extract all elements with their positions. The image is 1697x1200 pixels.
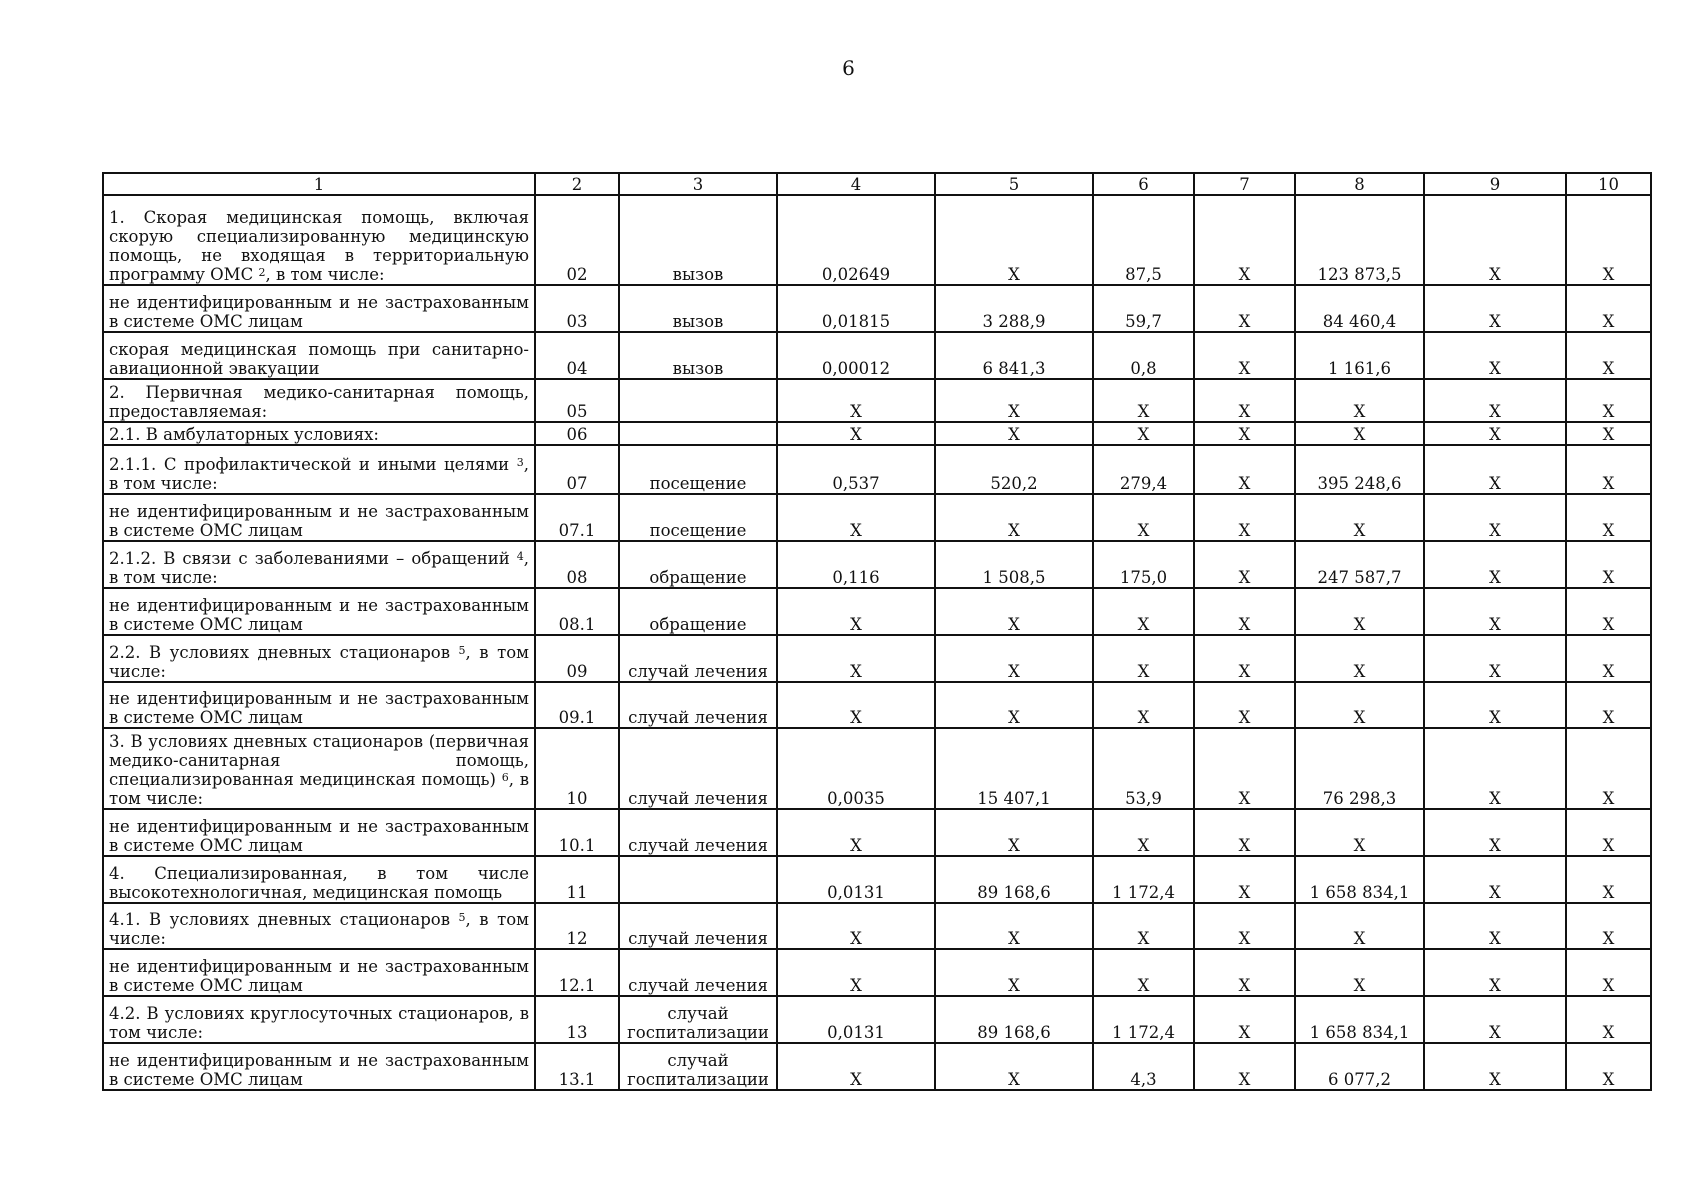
row-value: X [777, 682, 935, 728]
row-label-text: скорая медицинская помощь при санитарно-авиационной эвакуации [109, 340, 529, 378]
row-value: 0,0131 [777, 856, 935, 903]
row-label [103, 332, 535, 379]
column-header: 1 [103, 173, 535, 195]
row-label [103, 728, 535, 809]
column-header: 9 [1424, 173, 1566, 195]
row-value: X [935, 682, 1093, 728]
row-value: 0,01815 [777, 285, 935, 332]
footnote-ref: 6 [501, 771, 509, 784]
row-code: 08 [535, 541, 619, 588]
row-code: 10 [535, 728, 619, 809]
table-row [103, 445, 1651, 494]
row-label-text: 2.1.1. С профилактической и иными целями [109, 455, 510, 474]
row-value: 1 172,4 [1093, 856, 1194, 903]
table-header-row [103, 173, 1651, 195]
row-value: X [1424, 996, 1566, 1043]
row-label [103, 1043, 535, 1090]
row-value: X [1194, 588, 1295, 635]
row-value: X [1093, 949, 1194, 996]
row-value: X [1093, 682, 1194, 728]
row-value: X [1424, 285, 1566, 332]
row-value: X [935, 588, 1093, 635]
row-value: X [1194, 1043, 1295, 1090]
row-label [103, 635, 535, 682]
footnote-ref: 5 [458, 911, 466, 924]
row-label [103, 379, 535, 422]
row-value: X [935, 195, 1093, 285]
column-header: 5 [935, 173, 1093, 195]
row-label-text: не идентифицированным и не застрахованным в системе ОМС лицам [109, 502, 529, 540]
row-value: X [1424, 422, 1566, 445]
row-value: X [1194, 809, 1295, 856]
row-value: X [1194, 422, 1295, 445]
row-value: X [777, 635, 935, 682]
row-label-text: 4.2. В условиях круглосуточных стационаров, в том числе: [109, 1004, 529, 1042]
row-value: 87,5 [1093, 195, 1194, 285]
row-value: X [1295, 588, 1424, 635]
row-value: X [777, 422, 935, 445]
page-number: 6 [842, 56, 855, 80]
row-code: 07 [535, 445, 619, 494]
column-header: 4 [777, 173, 935, 195]
row-value: X [1566, 332, 1651, 379]
row-value: 4,3 [1093, 1043, 1194, 1090]
row-value: X [1566, 445, 1651, 494]
row-value: 0,537 [777, 445, 935, 494]
row-value: 175,0 [1093, 541, 1194, 588]
row-value: X [777, 588, 935, 635]
row-unit: случай лечения [619, 682, 777, 728]
row-unit [619, 379, 777, 422]
row-value: X [1566, 1043, 1651, 1090]
row-label-tail: , в том числе: [109, 643, 529, 681]
row-label-tail: , в том числе: [109, 770, 529, 808]
table-row [103, 332, 1651, 379]
row-value: 1 172,4 [1093, 996, 1194, 1043]
row-value: X [1424, 195, 1566, 285]
row-value: X [1566, 728, 1651, 809]
table-row [103, 541, 1651, 588]
row-value: X [777, 809, 935, 856]
row-value: 15 407,1 [935, 728, 1093, 809]
row-label [103, 541, 535, 588]
row-value: 1 508,5 [935, 541, 1093, 588]
row-value: X [1093, 809, 1194, 856]
row-value: X [1566, 949, 1651, 996]
row-code: 05 [535, 379, 619, 422]
row-value: X [777, 494, 935, 541]
row-value: X [1424, 445, 1566, 494]
row-value: 6 841,3 [935, 332, 1093, 379]
row-code: 09 [535, 635, 619, 682]
row-unit: случай госпитализации [619, 996, 777, 1043]
row-unit: случай лечения [619, 728, 777, 809]
column-header: 6 [1093, 173, 1194, 195]
table-row [103, 285, 1651, 332]
row-value: 520,2 [935, 445, 1093, 494]
row-label [103, 856, 535, 903]
row-value: 6 077,2 [1295, 1043, 1424, 1090]
row-value: X [935, 494, 1093, 541]
row-value: X [1566, 588, 1651, 635]
row-value: X [1194, 541, 1295, 588]
row-value: X [1093, 903, 1194, 949]
row-value: X [1295, 494, 1424, 541]
row-value: X [1194, 682, 1295, 728]
row-label-tail: , в том числе: [109, 549, 529, 587]
row-unit: обращение [619, 541, 777, 588]
row-value: X [1295, 949, 1424, 996]
row-label [103, 588, 535, 635]
column-header: 2 [535, 173, 619, 195]
table-row [103, 195, 1651, 285]
row-value: X [1566, 996, 1651, 1043]
row-value: X [935, 809, 1093, 856]
row-value: X [1424, 588, 1566, 635]
row-unit: посещение [619, 494, 777, 541]
row-value: X [1566, 195, 1651, 285]
row-unit: посещение [619, 445, 777, 494]
row-value: X [1566, 903, 1651, 949]
row-label-text: не идентифицированным и не застрахованным в системе ОМС лицам [109, 817, 529, 855]
row-label-tail: , в том числе: [109, 910, 529, 948]
row-value: X [1194, 728, 1295, 809]
row-value: X [1424, 1043, 1566, 1090]
row-label [103, 949, 535, 996]
row-label-text: 2.1. В амбулаторных условиях: [109, 425, 379, 444]
row-label [103, 903, 535, 949]
row-value: X [777, 1043, 935, 1090]
row-unit: случай лечения [619, 809, 777, 856]
row-value: 1 161,6 [1295, 332, 1424, 379]
row-value: X [1194, 996, 1295, 1043]
row-label-text: 2. Первичная медико-санитарная помощь, предоставляемая: [109, 383, 529, 421]
table-row [103, 1043, 1651, 1090]
row-value: X [935, 1043, 1093, 1090]
row-unit: случай лечения [619, 635, 777, 682]
row-value: X [935, 635, 1093, 682]
table-row [103, 809, 1651, 856]
row-value: X [1093, 422, 1194, 445]
row-value: 89 168,6 [935, 856, 1093, 903]
table-row [103, 494, 1651, 541]
table-row [103, 379, 1651, 422]
row-value: X [1295, 379, 1424, 422]
row-value: X [1295, 635, 1424, 682]
row-unit: вызов [619, 332, 777, 379]
row-value: X [1295, 682, 1424, 728]
row-value: X [1295, 809, 1424, 856]
row-value: X [1093, 635, 1194, 682]
row-value: 0,116 [777, 541, 935, 588]
row-value: 0,02649 [777, 195, 935, 285]
row-value: X [1194, 285, 1295, 332]
table-row [103, 949, 1651, 996]
row-code: 13 [535, 996, 619, 1043]
table-row [103, 856, 1651, 903]
row-value: X [1424, 332, 1566, 379]
row-label [103, 285, 535, 332]
row-value: 3 288,9 [935, 285, 1093, 332]
row-value: 76 298,3 [1295, 728, 1424, 809]
row-value: 53,9 [1093, 728, 1194, 809]
row-value: X [1194, 494, 1295, 541]
column-header: 3 [619, 173, 777, 195]
row-unit: вызов [619, 285, 777, 332]
row-value: X [1424, 379, 1566, 422]
footnote-ref: 2 [258, 266, 266, 279]
row-label-text: 2.2. В условиях дневных стационаров [109, 643, 451, 662]
row-value: X [1194, 949, 1295, 996]
row-code: 13.1 [535, 1043, 619, 1090]
row-code: 08.1 [535, 588, 619, 635]
row-value: 89 168,6 [935, 996, 1093, 1043]
row-unit: случай лечения [619, 903, 777, 949]
row-code: 07.1 [535, 494, 619, 541]
row-label-text: 2.1.2. В связи с заболеваниями – обращений [109, 549, 510, 568]
row-value: 279,4 [1093, 445, 1194, 494]
row-unit: вызов [619, 195, 777, 285]
row-value: 59,7 [1093, 285, 1194, 332]
row-value: X [1566, 494, 1651, 541]
row-value: X [1194, 445, 1295, 494]
footnote-ref: 5 [458, 644, 466, 657]
table-row [103, 903, 1651, 949]
row-label-text: не идентифицированным и не застрахованным в системе ОМС лицам [109, 293, 529, 331]
row-value: X [1194, 903, 1295, 949]
row-value: X [1093, 588, 1194, 635]
row-value: 0,00012 [777, 332, 935, 379]
column-header: 10 [1566, 173, 1651, 195]
row-value: X [1424, 903, 1566, 949]
row-code: 03 [535, 285, 619, 332]
row-code: 10.1 [535, 809, 619, 856]
row-label-text: 3. В условиях дневных стационаров (первичная медико-санитарная помощь, специализированная медицинская помощь) [109, 732, 529, 789]
row-label-tail: , в том числе: [109, 455, 530, 493]
row-value: 84 460,4 [1295, 285, 1424, 332]
row-value: X [1424, 635, 1566, 682]
row-value: X [1566, 856, 1651, 903]
row-unit: случай госпитализации [619, 1043, 777, 1090]
row-label-text: 1. Скорая медицинская помощь, включая скорую специализированную медицинскую помощь, не входящая в территориальную программу ОМС [109, 208, 529, 284]
row-value: X [1424, 949, 1566, 996]
row-value: X [1424, 856, 1566, 903]
row-value: X [1194, 195, 1295, 285]
row-value: X [935, 903, 1093, 949]
table-row [103, 588, 1651, 635]
row-label-text: 4. Специализированная, в том числе высокотехнологичная, медицинская помощь [109, 864, 529, 902]
row-code: 02 [535, 195, 619, 285]
row-value: X [935, 949, 1093, 996]
row-label [103, 422, 535, 445]
row-value: X [1424, 728, 1566, 809]
row-value: X [1194, 856, 1295, 903]
row-value: X [1566, 541, 1651, 588]
row-label-tail: , в том числе: [265, 265, 385, 284]
footnote-ref: 3 [516, 456, 524, 469]
row-unit: случай лечения [619, 949, 777, 996]
row-label-text: не идентифицированным и не застрахованным в системе ОМС лицам [109, 957, 529, 995]
row-value: 123 873,5 [1295, 195, 1424, 285]
row-value: X [1194, 379, 1295, 422]
row-value: X [935, 422, 1093, 445]
row-value: X [1194, 332, 1295, 379]
row-value: X [1093, 494, 1194, 541]
column-header: 7 [1194, 173, 1295, 195]
row-unit [619, 422, 777, 445]
row-value: X [1194, 635, 1295, 682]
row-label [103, 996, 535, 1043]
row-value: X [1295, 903, 1424, 949]
row-label-text: не идентифицированным и не застрахованным в системе ОМС лицам [109, 689, 529, 727]
row-label-text: не идентифицированным и не застрахованным в системе ОМС лицам [109, 596, 529, 634]
row-label [103, 445, 535, 494]
data-table [102, 172, 1652, 1091]
row-value: X [1566, 635, 1651, 682]
row-code: 11 [535, 856, 619, 903]
row-unit: обращение [619, 588, 777, 635]
row-value: 0,8 [1093, 332, 1194, 379]
row-value: X [1424, 809, 1566, 856]
row-value: X [1424, 494, 1566, 541]
row-value: X [1566, 809, 1651, 856]
row-code: 09.1 [535, 682, 619, 728]
row-label [103, 682, 535, 728]
row-label [103, 494, 535, 541]
table-row [103, 728, 1651, 809]
footnote-ref: 4 [516, 550, 524, 563]
row-value: X [1093, 379, 1194, 422]
row-code: 12.1 [535, 949, 619, 996]
row-value: X [777, 903, 935, 949]
row-value: 1 658 834,1 [1295, 996, 1424, 1043]
table-row [103, 635, 1651, 682]
row-value: 247 587,7 [1295, 541, 1424, 588]
row-value: 1 658 834,1 [1295, 856, 1424, 903]
row-unit [619, 856, 777, 903]
row-value: X [1566, 682, 1651, 728]
row-value: 395 248,6 [1295, 445, 1424, 494]
row-value: X [1424, 541, 1566, 588]
row-code: 04 [535, 332, 619, 379]
column-header: 8 [1295, 173, 1424, 195]
row-code: 12 [535, 903, 619, 949]
row-value: X [1295, 422, 1424, 445]
row-label-text: 4.1. В условиях дневных стационаров [109, 910, 451, 929]
row-value: 0,0035 [777, 728, 935, 809]
row-value: X [777, 949, 935, 996]
table-row [103, 996, 1651, 1043]
row-value: 0,0131 [777, 996, 935, 1043]
row-value: X [1566, 285, 1651, 332]
row-code: 06 [535, 422, 619, 445]
row-value: X [777, 379, 935, 422]
row-value: X [1424, 682, 1566, 728]
table-row [103, 422, 1651, 445]
row-label [103, 809, 535, 856]
row-label [103, 195, 535, 285]
row-value: X [935, 379, 1093, 422]
table-row [103, 682, 1651, 728]
row-value: X [1566, 422, 1651, 445]
row-value: X [1566, 379, 1651, 422]
row-label-text: не идентифицированным и не застрахованным в системе ОМС лицам [109, 1051, 529, 1089]
